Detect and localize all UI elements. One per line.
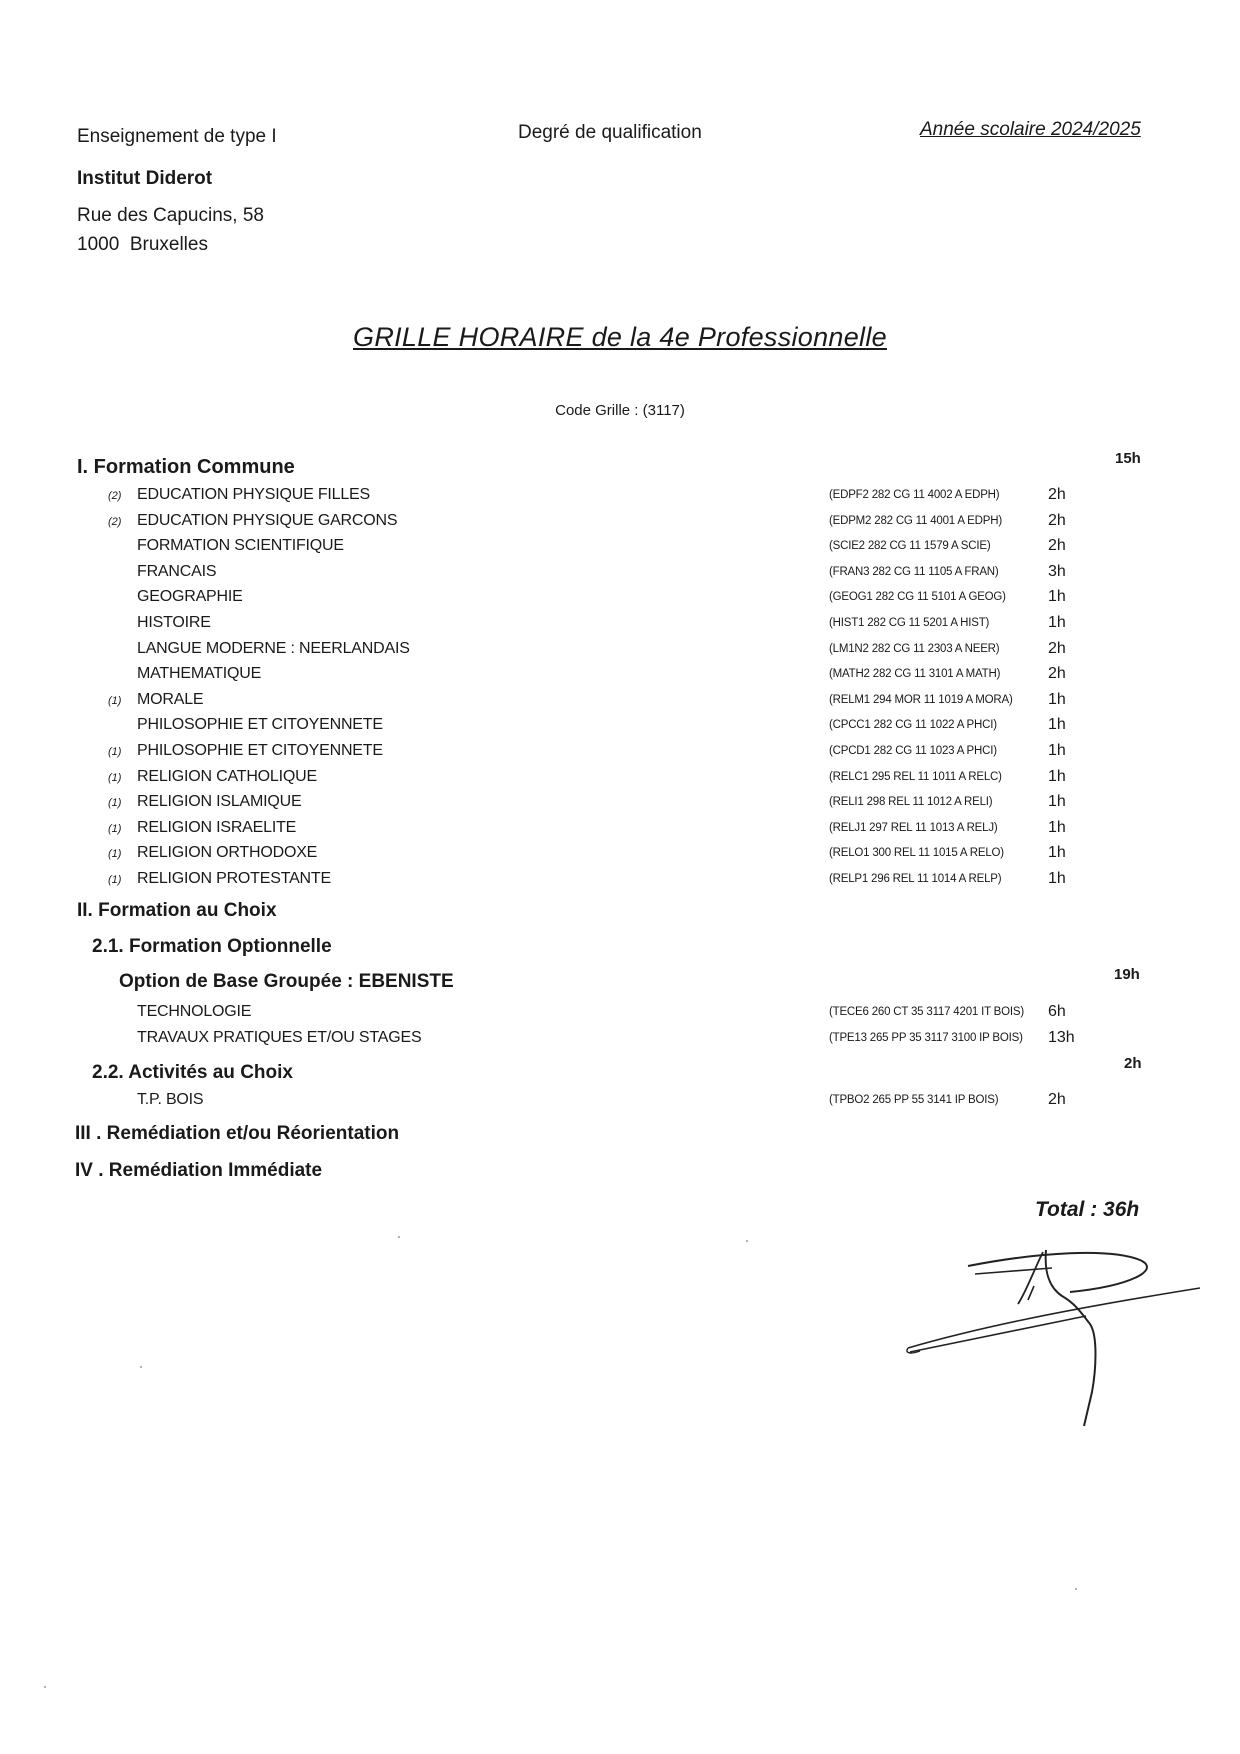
teaching-type: Enseignement de type I bbox=[77, 126, 277, 147]
course-code: (EDPM2 282 CG 11 4001 A EDPH) bbox=[829, 514, 1002, 527]
course-hours: 1h bbox=[1048, 818, 1066, 836]
course-code: (RELC1 295 REL 11 1011 A RELC) bbox=[829, 770, 1002, 783]
course-subject: RELIGION CATHOLIQUE bbox=[137, 767, 317, 785]
total-hours: Total : 36h bbox=[1035, 1198, 1140, 1221]
course-row bbox=[0, 742, 1240, 764]
course-subject: EDUCATION PHYSIQUE FILLES bbox=[137, 486, 370, 503]
course-code: (LM1N2 282 CG 11 2303 A NEER) bbox=[829, 642, 1000, 655]
course-row bbox=[0, 819, 1240, 841]
course-subject: EDUCATION PHYSIQUE GARCONS bbox=[137, 511, 398, 529]
section-hours-commune: 15h bbox=[1115, 450, 1141, 467]
school-city: 1000 Bruxelles bbox=[77, 234, 208, 255]
course-row bbox=[0, 1091, 1240, 1113]
course-code: (SCIE2 282 CG 11 1579 A SCIE) bbox=[829, 540, 991, 553]
course-hours: 13h bbox=[1048, 1028, 1075, 1046]
course-code: (FRAN3 282 CG 11 1105 A FRAN) bbox=[829, 565, 999, 578]
course-hours: 2h bbox=[1048, 511, 1066, 529]
course-subject: FORMATION SCIENTIFIQUE bbox=[137, 537, 344, 555]
course-subject: LANGUE MODERNE : NEERLANDAIS bbox=[137, 639, 410, 657]
course-row bbox=[0, 716, 1240, 738]
course-row bbox=[0, 870, 1240, 892]
course-note: (1) bbox=[108, 694, 122, 707]
course-code: (GEOG1 282 CG 11 5101 A GEOG) bbox=[829, 591, 1006, 604]
course-row bbox=[0, 1029, 1240, 1051]
option-hours: 19h bbox=[1114, 966, 1140, 983]
course-hours: 1h bbox=[1048, 767, 1066, 785]
section-formation-choix: II. Formation au Choix bbox=[77, 900, 277, 921]
course-subject: FRANCAIS bbox=[137, 562, 217, 580]
course-hours: 1h bbox=[1048, 742, 1066, 759]
course-subject: PHILOSOPHIE ET CITOYENNETE bbox=[137, 716, 383, 734]
course-row bbox=[0, 614, 1240, 636]
course-row bbox=[0, 1003, 1240, 1025]
course-hours: 1h bbox=[1048, 793, 1066, 811]
section-remediation-immediate: IV . Remédiation Immédiate bbox=[75, 1160, 323, 1181]
section-remediation-reorientation: III . Remédiation et/ou Réorientation bbox=[75, 1123, 400, 1144]
course-subject: MATHEMATIQUE bbox=[137, 665, 262, 683]
course-hours: 2h bbox=[1048, 639, 1066, 657]
course-note: (1) bbox=[108, 822, 122, 835]
course-note: (1) bbox=[108, 848, 122, 861]
course-row bbox=[0, 793, 1240, 815]
course-subject: RELIGION PROTESTANTE bbox=[137, 870, 331, 887]
page-title: GRILLE HORAIRE de la 4e Professionnelle bbox=[353, 322, 887, 352]
course-note: (1) bbox=[108, 746, 122, 758]
course-hours: 1h bbox=[1048, 716, 1066, 734]
course-row bbox=[0, 563, 1240, 585]
course-note: (1) bbox=[108, 771, 122, 784]
course-subject: TRAVAUX PRATIQUES ET/OU STAGES bbox=[137, 1028, 422, 1046]
course-row bbox=[0, 486, 1240, 508]
scan-speck bbox=[140, 1366, 142, 1368]
course-note: (2) bbox=[108, 515, 122, 528]
course-row bbox=[0, 665, 1240, 687]
course-note: (2) bbox=[108, 490, 122, 502]
course-row bbox=[0, 768, 1240, 790]
course-row bbox=[0, 512, 1240, 534]
school-name: Institut Diderot bbox=[77, 168, 213, 189]
course-subject: RELIGION ISRAELITE bbox=[137, 818, 297, 836]
course-note: (1) bbox=[108, 797, 122, 810]
course-hours: 2h bbox=[1048, 665, 1066, 683]
option-label: Option de Base Groupée : EBENISTE bbox=[119, 971, 454, 992]
course-code: (RELJ1 297 REL 11 1013 A RELJ) bbox=[829, 821, 998, 834]
course-hours: 6h bbox=[1048, 1003, 1066, 1020]
course-hours: 2h bbox=[1048, 537, 1066, 555]
course-code: (HIST1 282 CG 11 5201 A HIST) bbox=[829, 617, 990, 629]
course-row bbox=[0, 640, 1240, 662]
course-subject: RELIGION ISLAMIQUE bbox=[137, 793, 302, 811]
course-code: (MATH2 282 CG 11 3101 A MATH) bbox=[829, 668, 1001, 681]
section-formation-commune: I. Formation Commune bbox=[77, 456, 295, 478]
code-grille: Code Grille : (3117) bbox=[555, 402, 685, 419]
course-code: (RELP1 296 REL 11 1014 A RELP) bbox=[829, 873, 1002, 885]
course-hours: 3h bbox=[1048, 562, 1066, 580]
course-subject: HISTOIRE bbox=[137, 614, 211, 631]
course-code: (TPE13 265 PP 35 3117 3100 IP BOIS) bbox=[829, 1031, 1023, 1044]
school-street: Rue des Capucins, 58 bbox=[77, 205, 264, 226]
course-row bbox=[0, 844, 1240, 866]
course-row bbox=[0, 537, 1240, 559]
activities-hours: 2h bbox=[1124, 1055, 1142, 1072]
course-row bbox=[0, 691, 1240, 713]
course-code: (CPCD1 282 CG 11 1023 A PHCI) bbox=[829, 745, 997, 757]
course-hours: 1h bbox=[1048, 690, 1066, 708]
school-year: Année scolaire 2024/2025 bbox=[920, 119, 1141, 140]
course-hours: 1h bbox=[1048, 870, 1066, 887]
course-subject: GEOGRAPHIE bbox=[137, 588, 243, 606]
course-hours: 1h bbox=[1048, 844, 1066, 862]
course-subject: MORALE bbox=[137, 690, 204, 708]
scan-speck bbox=[44, 1686, 46, 1688]
course-subject: T.P. BOIS bbox=[137, 1091, 204, 1108]
course-subject: PHILOSOPHIE ET CITOYENNETE bbox=[137, 742, 383, 759]
course-code: (RELM1 294 MOR 11 1019 A MORA) bbox=[829, 693, 1013, 706]
course-code: (TPBO2 265 PP 55 3141 IP BOIS) bbox=[829, 1094, 999, 1106]
section-activites-choix: 2.2. Activités au Choix bbox=[92, 1062, 293, 1083]
section-formation-optionnelle: 2.1. Formation Optionnelle bbox=[92, 936, 332, 957]
course-hours: 1h bbox=[1048, 614, 1066, 631]
scan-speck bbox=[1075, 1588, 1077, 1590]
course-code: (TECE6 260 CT 35 3117 4201 IT BOIS) bbox=[829, 1006, 1024, 1018]
signature-icon bbox=[900, 1230, 1210, 1440]
course-subject: TECHNOLOGIE bbox=[137, 1003, 252, 1020]
course-note: (1) bbox=[108, 874, 122, 886]
course-hours: 2h bbox=[1048, 486, 1066, 503]
scan-speck bbox=[398, 1236, 400, 1238]
course-hours: 1h bbox=[1048, 588, 1066, 606]
degree-label: Degré de qualification bbox=[518, 122, 702, 143]
course-row bbox=[0, 588, 1240, 610]
scan-speck bbox=[746, 1240, 748, 1242]
course-code: (RELI1 298 REL 11 1012 A RELI) bbox=[829, 796, 993, 809]
course-subject: RELIGION ORTHODOXE bbox=[137, 844, 318, 862]
course-code: (CPCC1 282 CG 11 1022 A PHCI) bbox=[829, 719, 997, 732]
course-hours: 2h bbox=[1048, 1091, 1066, 1108]
course-code: (RELO1 300 REL 11 1015 A RELO) bbox=[829, 847, 1004, 860]
course-code: (EDPF2 282 CG 11 4002 A EDPH) bbox=[829, 489, 1000, 501]
